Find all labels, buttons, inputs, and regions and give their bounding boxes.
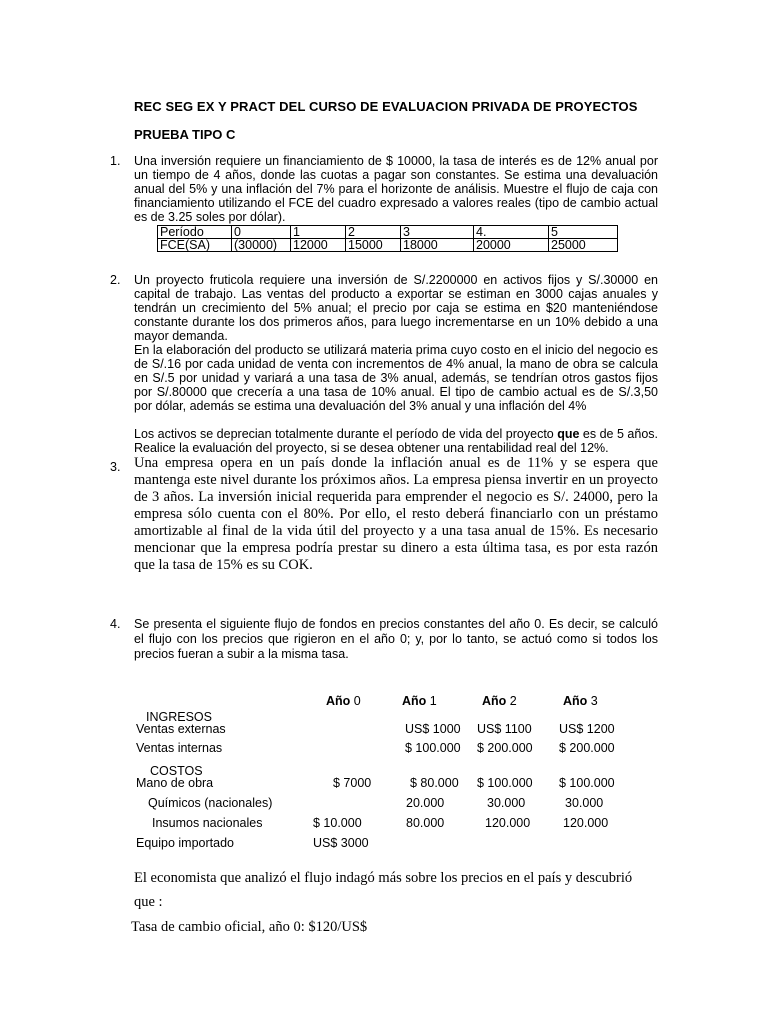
problem-2-text-a: Un proyecto fruticola requiere una inversión de S/.2200000 en activos fijos y S/.30000 en capital de trabajo. Las ventas del producto a exportar se estiman en 3000 cajas anuales y tendrán un crecimiento del 5% anual; el precio por caja se estima en $20 manteniéndose constante durante los dos primeros años, para luego incrementarse en un 10% debido a una mayor demanda. xyxy=(134,273,658,343)
row-value: $ 100.000 xyxy=(477,776,533,790)
fce-cell: Período xyxy=(158,226,232,239)
fce-cell: 15000 xyxy=(346,239,401,252)
year-word: Año xyxy=(563,694,588,708)
fce-cell: (30000) xyxy=(232,239,291,252)
fce-cell: 4. xyxy=(474,226,549,239)
problem-1-number: 1. xyxy=(110,154,121,168)
footer-line-3: Tasa de cambio oficial, año 0: $120/US$ xyxy=(131,919,368,935)
row-value: $ 7000 xyxy=(333,776,372,790)
problem-2-text-c-pre: Los activos se deprecian totalmente durante el período de vida del proyecto xyxy=(134,427,558,441)
problem-1-text: Una inversión requiere un financiamiento de $ 10000, la tasa de interés es de 12% anual por un tiempo de 4 años, donde las cuotas a pagar son constantes. Se estima una devaluación anual del 5% y una inflación del 7% para el horizonte de análisis. Muestre el flujo de caja con financiamiento utilizando el FCE del cuadro expresado a valores reales (tipo de cambio actual es de 3.25 soles por dólar). xyxy=(134,154,658,224)
row-value: US$ 1100 xyxy=(477,722,532,736)
document-subtitle: PRUEBA TIPO C xyxy=(134,127,236,142)
fce-period-row xyxy=(158,226,618,239)
problem-4-text: Se presenta el siguiente flujo de fondos en precios constantes del año 0. Es decir, se calculó el flujo con los precios que rigieron en el año 0; y, por lo tanto, se actuó como si todos los precios fueran a subir a la misma tasa. xyxy=(134,617,658,661)
fce-cell: 3 xyxy=(401,226,474,239)
row-label: Ventas internas xyxy=(136,741,223,755)
problem-2-text-b: En la elaboración del producto se utilizará materia prima cuyo costo en el inicio del negocio es de S/.16 por cada unidad de venta con incrementos de 4% anual, la mano de obra se calcula en S/.5 por unidad y variará a una tasa de 3% anual, además, se tendrían otros gastos fijos por S/.80000 que crecería a una tasa de 10% anual. El tipo de cambio actual es de S/.3,50 por dólar, además se estima una devaluación del 3% anual y una inflación del 4% xyxy=(134,343,658,413)
problem-2-text-c-post: es de 5 años. Realice la evaluación del proyecto, si se desea obtener una rentabilidad real del 12%. xyxy=(134,427,658,455)
year-header xyxy=(482,694,517,708)
problem-3-text: Una empresa opera en un país donde la inflación anual es de 11% y se espera que mantenga este nivel durante los próximos años. La empresa piensa invertir en un proyecto de 3 años. La inversión inicial requerida para emprender el negocio es S/. 24000, pero la empresa sólo cuenta con el 80%. Por ello, el resto deberá financiarlo con un préstamo amortizable al final de la vida útil del proyecto y a una tasa anual de 15%. Es necesario mencionar que la empresa podría prestar su dinero a esta última tasa, es por esta razón que la tasa de 15% es su COK. xyxy=(134,455,658,573)
row-value: $ 200.000 xyxy=(559,741,615,755)
row-value: 30.000 xyxy=(487,796,526,810)
row-label: Equipo importado xyxy=(136,836,234,850)
year-number: 3 xyxy=(590,694,598,708)
fce-cell: FCE(SA) xyxy=(158,239,232,252)
problem-2-text-c xyxy=(134,427,658,455)
row-value: $ 100.000 xyxy=(405,741,461,755)
year-word: Año xyxy=(402,694,427,708)
year-number: 0 xyxy=(353,694,361,708)
costos-label: COSTOS xyxy=(150,764,203,778)
row-value: $ 10.000 xyxy=(313,816,362,830)
year-number: 1 xyxy=(429,694,437,708)
row-value: 120.000 xyxy=(563,816,609,830)
problem-4-number: 4. xyxy=(110,617,121,631)
row-label: Insumos nacionales xyxy=(152,816,263,830)
row-value: $ 200.000 xyxy=(477,741,533,755)
row-value: 80.000 xyxy=(406,816,445,830)
fce-cell: 0 xyxy=(232,226,291,239)
row-label: Ventas externas xyxy=(136,722,226,736)
footer-line-2: que : xyxy=(134,894,163,910)
row-value: US$ 3000 xyxy=(313,836,369,850)
fce-cell: 25000 xyxy=(549,239,618,252)
year-header xyxy=(402,694,437,708)
document-title: REC SEG EX Y PRACT DEL CURSO DE EVALUACION PRIVADA DE PROYECTOS xyxy=(134,99,638,114)
problem-3-number: 3. xyxy=(110,460,121,474)
row-label: Químicos (nacionales) xyxy=(148,796,273,810)
row-value: 120.000 xyxy=(485,816,531,830)
fce-cell: 5 xyxy=(549,226,618,239)
fce-table xyxy=(157,225,618,252)
row-value: $ 100.000 xyxy=(559,776,615,790)
fce-cell: 20000 xyxy=(474,239,549,252)
row-value: $ 80.000 xyxy=(410,776,459,790)
row-value: 20.000 xyxy=(406,796,445,810)
fce-cell: 1 xyxy=(291,226,346,239)
row-value: 30.000 xyxy=(565,796,604,810)
fce-cell: 2 xyxy=(346,226,401,239)
row-label: Mano de obra xyxy=(136,776,214,790)
year-word: Año xyxy=(482,694,507,708)
year-header xyxy=(563,694,598,708)
year-number: 2 xyxy=(509,694,517,708)
fce-cell: 12000 xyxy=(291,239,346,252)
problem-2-text-c-bold: que xyxy=(557,427,580,441)
row-value: US$ 1000 xyxy=(405,722,461,736)
row-value: US$ 1200 xyxy=(559,722,615,736)
footer-line-1: El economista que analizó el flujo indagó más sobre los precios en el país y descubrió xyxy=(134,870,633,886)
problem-2-number: 2. xyxy=(110,273,121,287)
ingresos-label: INGRESOS xyxy=(146,710,212,724)
year-word: Año xyxy=(326,694,351,708)
fce-value-row xyxy=(158,239,618,252)
fce-cell: 18000 xyxy=(401,239,474,252)
year-header xyxy=(326,694,361,708)
